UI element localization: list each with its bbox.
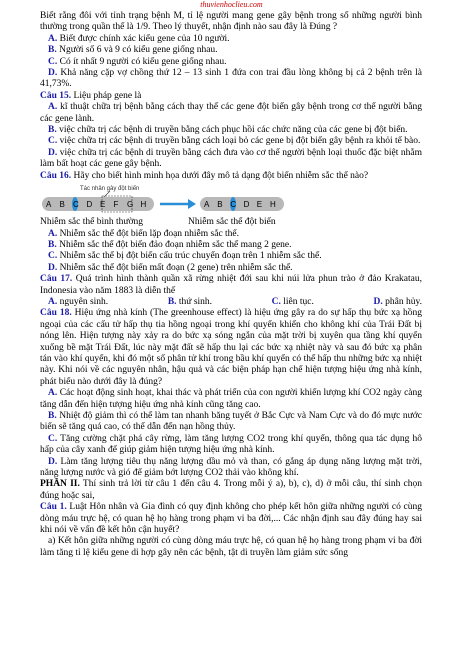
option-b: B. Nhiệt độ giảm thì có thể làm tan nhanh băng tuyết ở Bắc Cực và Nam Cực và do đó mực nước biển sẽ tăng quá cao, có thể dẫn đến nạn hồng thủy.	[40, 411, 423, 433]
option-a: A. Các hoạt động sinh hoạt, khai thác và phát triển của con người khiến lượng khí CO2 ngày càng tăng dẫn đến hiện tượng hiệu ứng nhà kính cũng tăng cao.	[40, 388, 423, 410]
mutant-caption: Nhiễm sắc thể đột biến	[188, 217, 276, 228]
part-2-intro: PHẦN II. Thí sinh trả lời từ câu 1 đến câu 4. Trong mỗi ý a), b), c), d) ở mỗi câu, thí sinh chọn đúng hoặc sai,	[40, 479, 422, 501]
option-c: C. việc chữa trị các bệnh di truyền bằng cách loại bỏ các gene bị đột biến gây bệnh ra khỏi tế bào.	[48, 136, 421, 147]
statement-a: a) Kết hôn giữa những người có cùng dòng máu trực hệ, có quan hệ họ hàng trong phạm vi ba đời làm tăng tỉ lệ kiểu gene di hợp gây nên các bệnh, tật di truyền làm giảm sức sống	[40, 536, 422, 558]
normal-gene-a: A	[46, 200, 52, 210]
option-a: A. kĩ thuật chữa trị bệnh bằng cách thay thế các gene đột biến gây bệnh trong cơ thể người bằng các gene lành.	[40, 102, 422, 124]
option-b: B. thứ sinh.	[167, 296, 213, 307]
document-body	[40, 11, 422, 559]
mutant-gene-b: B	[217, 200, 223, 210]
question-18: Câu 18. Hiệu ứng nhà kính (The greenhouse effect) là hiệu ứng gây ra do sự hấp thụ bức xạ hồng ngoại của các cấu tử hấp thụ tia hồng ngoại trong khí quyển khiến cho không khí của Trái Đất bị nóng lên. Hiện tượng này xảy ra do bức xạ sóng ngắn của mặt trời bị xuyên qua tầng khí quyển xuống bề mặt Trái Đất, lúc này mặt đất sẽ hấp thu lại các bức xạ nhiệt này và sau đó bức xạ phân tán vào khí quyển, khi đó một số phân tử khí trong bầu khí quyển có thể hấp thu những bức xạ nhiệt này. Khi nói về các nguyên nhân, hậu quả và các biện pháp hạn chế hiện tượng hiệu ứng nhà kính, phát biểu nào dưới đây là đúng?	[40, 308, 423, 387]
diagram-captions	[40, 217, 422, 228]
option-c: C. Nhiễm sắc thể bị đột biến cấu trúc chuyển đoạn trên 1 nhiễm sắc thể.	[48, 251, 322, 262]
normal-gene-d: D	[86, 200, 93, 210]
question-16: Câu 16. Hãy cho biết hình minh họa dưới đây mô tả dạng đột biến nhiễm sắc thể nào?	[40, 170, 369, 181]
mutant-gene-a: A	[204, 200, 210, 210]
option-b: B. việc chữa trị các bệnh di truyền bằng cách phục hồi các chức năng của các gene bị đột biến.	[48, 125, 408, 136]
mutagen-label: Tác nhân gây đột biến	[80, 186, 140, 193]
normal-gene-h: H	[140, 200, 147, 210]
mutant-gene-e: E	[256, 200, 263, 210]
mutant-gene-d: D	[243, 200, 250, 210]
normal-gene-b: B	[59, 200, 65, 210]
chromosome-diagram	[40, 183, 422, 217]
normal-caption: Nhiễm sắc thể bình thường	[40, 217, 144, 228]
normal-gene-f: F	[113, 200, 119, 210]
site-watermark: thuvienhoclieu.com	[200, 0, 263, 9]
question-15: Câu 15. Liệu pháp gene là	[40, 90, 142, 101]
option-c: C. Tăng cường chặt phá cây rừng, làm tăng lượng CO2 trong khí quyển, thông qua tác dụng hô hấp của cây xanh để giúp giảm hiện tượng hiệu ứng nhà kính.	[40, 433, 422, 456]
option-d: D. Nhiễm sắc thể đột biến mất đoạn (2 gene) trên nhiễm sắc thể.	[48, 262, 293, 273]
question-stem: Biết rằng đôi với tỉnh trạng bệnh M, tỉ lệ người mang gene gây bệnh trong số những người bình thường trong quần thể là 1/9. Theo lý thuyết, nhận định nào sau đây là Đúng ?	[40, 11, 422, 33]
option-d: D. Khả năng cặp vợ chồng thứ 12 – 13 sinh 1 đứa con trai đầu lòng không bị cả 2 bệnh trên là 41,73%.	[40, 68, 423, 90]
option-c: C. liên tục.	[271, 296, 314, 307]
mutant-gene-h: H	[270, 200, 276, 210]
option-d: D. phân hủy.	[373, 296, 422, 307]
option-d: D. việc chữa trị các bệnh di truyền bằng cách đưa vào cơ thể người bệnh loại thuốc đặc biệt nhằm làm bất hoạt các gene gây bệnh.	[40, 147, 422, 170]
arrowhead-icon	[188, 199, 196, 209]
normal-gene-e: E	[100, 200, 106, 210]
option-c: C. Có ít nhất 9 người có kiểu gene giống nhau.	[48, 56, 227, 67]
normal-gene-c: C	[73, 200, 79, 210]
option-b: B. Người số 6 và 9 có kiểu gene giống nhau.	[48, 45, 218, 56]
chromosome-figure	[40, 183, 300, 217]
normal-gene-g: G	[127, 200, 134, 210]
option-b: B. Nhiễm sắc thể đột biến đảo đoạn nhiễm sắc thể mang 2 gene.	[48, 239, 292, 250]
option-a: A. Biết được chính xác kiểu gene của 10 người.	[48, 33, 230, 44]
option-a: A. nguyên sinh.	[48, 296, 109, 307]
part-2-question-1: Câu 1. Luật Hôn nhân và Gia đình có quy định không cho phép kết hôn giữa những người có cùng dòng máu trực hệ, có quan hệ họ hàng trong phạm vi ba đời,... Các nhận định sau đây đúng hay sai khi nói về vấn đề kết hôn cận huyết?	[40, 502, 422, 536]
option-a: A. Nhiễm sắc thể đột biến lặp đoạn nhiễm sắc thể.	[48, 228, 240, 239]
option-d: D. Làm tăng lượng tiêu thụ năng lượng dầu mỏ và than, có gắng áp dụng năng lượng mặt trời, năng lượng nước và gió để giảm bớt lượng CO2 thải vào không khí.	[40, 456, 422, 479]
mutant-gene-c: C	[230, 200, 237, 210]
question-17: Câu 17. Quá trình hình thành quần xã rừng nhiệt đới sau khi núi lửa phun trào ở đảo Krakatau, Indonesia vào năm 1883 là diễn thế	[40, 274, 422, 296]
options-row	[40, 297, 422, 308]
